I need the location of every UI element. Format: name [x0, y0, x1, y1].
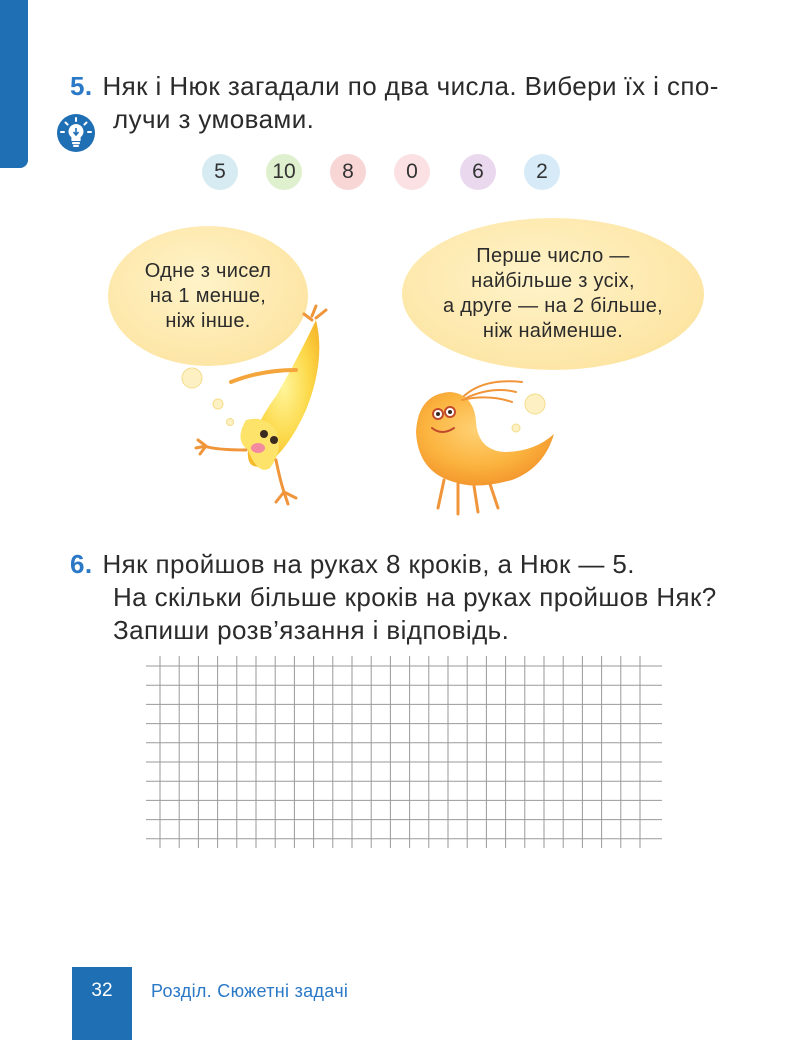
task-6	[70, 548, 750, 647]
task-6-number: 6.	[70, 549, 93, 579]
number-chip[interactable]	[330, 154, 366, 190]
bubble-left-line: Одне з чисел	[144, 259, 272, 282]
bubble-right-line: а друге — на 2 більше,	[442, 295, 664, 317]
page-number-tab	[72, 967, 132, 1040]
number-options	[0, 152, 800, 192]
bubble-right-line: Перше число —	[476, 245, 630, 267]
number-chip-label: 0	[406, 160, 418, 183]
speech-bubble-right[interactable]	[402, 218, 704, 370]
task-6-line-3: Запиши розв’язання і відповідь.	[113, 615, 510, 645]
task-5	[70, 70, 750, 136]
number-chip-label: 8	[342, 160, 354, 183]
lightbulb-icon	[56, 113, 96, 153]
number-chip[interactable]	[524, 154, 560, 190]
number-chip[interactable]	[202, 154, 238, 190]
number-chip-label: 6	[472, 160, 484, 183]
nyak-creature-illustration	[176, 300, 346, 515]
task-6-line-2: На скільки більше кроків на руках пройшов Няк?	[113, 582, 717, 612]
bubble-right-line: ніж найменше.	[482, 320, 624, 342]
answer-grid[interactable]	[146, 656, 662, 848]
task-6-line-1: Няк пройшов на руках 8 кроків, а Нюк — 5.	[102, 549, 635, 579]
number-chip-label: 5	[214, 160, 226, 183]
bubble-right-line: найбільше з усіх,	[471, 270, 635, 292]
task-5-number: 5.	[70, 71, 93, 101]
section-title: Розділ. Сюжетні задачі	[151, 981, 349, 1001]
number-chip-label: 2	[536, 160, 548, 183]
number-chip[interactable]	[266, 154, 302, 190]
task-5-line-2: лучи з умовами.	[113, 104, 315, 134]
bubble-left-line: на 1 менше,	[149, 284, 267, 307]
nyuk-creature-illustration	[404, 372, 584, 522]
number-chip[interactable]	[460, 154, 496, 190]
page-number: 32	[91, 980, 113, 1001]
number-chip[interactable]	[394, 154, 430, 190]
task-5-line-1: Няк і Нюк загадали по два числа. Вибери їх і спо-	[102, 71, 719, 101]
side-tab-marker	[0, 0, 28, 168]
number-chip-label: 10	[272, 160, 296, 183]
bubble-left-line: ніж інше.	[165, 309, 251, 332]
